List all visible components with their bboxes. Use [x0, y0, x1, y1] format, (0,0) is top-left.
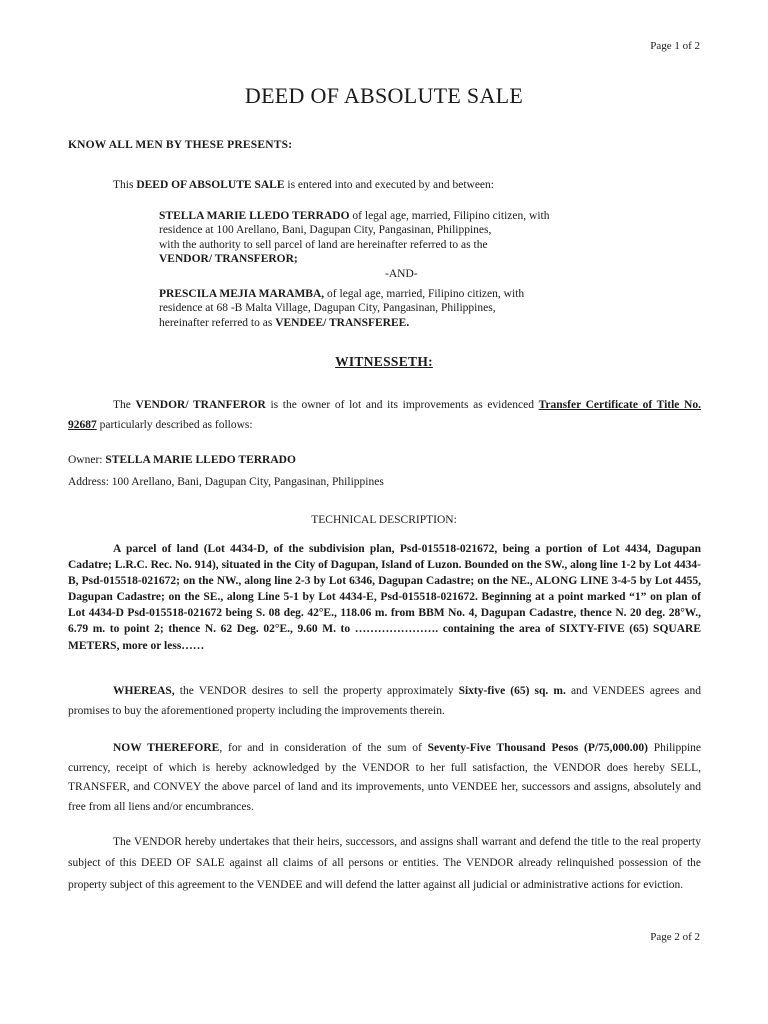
vendor-role: VENDOR/ TRANSFEROR; — [159, 253, 298, 266]
whereas-bold: WHEREAS, — [113, 685, 175, 697]
whereas-paragraph — [68, 682, 701, 721]
vendor-name: STELLA MARIE LLEDO TERRADO — [159, 210, 350, 222]
vendee-block — [159, 287, 599, 330]
intro-prefix: This — [113, 179, 137, 191]
whereas-text-1: the VENDOR desires to sell the property approximately — [174, 685, 459, 697]
page-number-top: Page 1 of 2 — [650, 40, 700, 52]
intro-suffix: is entered into and executed by and between: — [284, 179, 494, 191]
now-therefore-bold: NOW THEREFORE — [113, 742, 220, 754]
title-certificate: Transfer Certificate of Title No. 92687 — [68, 399, 701, 432]
ownership-text-3: particularly described as follows: — [96, 419, 253, 432]
technical-description-heading: TECHNICAL DESCRIPTION: — [311, 514, 457, 526]
document-title: DEED OF ABSOLUTE SALE — [244, 83, 524, 108]
address-line: Address: 100 Arellano, Bani, Dagupan City, Pangasinan, Philippines — [68, 476, 384, 488]
ownership-text-2: is the owner of lot and its improvements as evidenced — [265, 399, 539, 411]
intro-bold: DEED OF ABSOLUTE SALE — [136, 179, 285, 191]
ownership-vendor: VENDOR/ TRANFEROR — [135, 399, 266, 411]
vendor-block — [159, 209, 599, 267]
technical-description-text: A parcel of land (Lot 4434-D, of the subdivision plan, Psd-015518-021672, being a portion of Lot 4434, Dagupan Cadatre; L.R.C. Rec. No. 914), situated in the City of Dagupan, Island of Luzon. Bounded on the SW., along line 1-2 by Lot 4434-B, Psd-015518-021672; on the NW., along line 2-3 by Lot 6346, Dagupan Cadastre; on the NE., ALONG LINE 3-4-5 by Lot 4455, Dagupan Cadastre; on the SE., along Line 5-1 by Lot 4434-E, Psd-015518-021672. Beginning at a point marked “1” on plan of Lot 4434-D Psd-015518-021672 being S. 08 deg. 42°E., 118.06 m. from BBM No. 4, Dagupan Cadastre, thence N. 20 deg. 28°W., 6.79 m. to point 2; thence N. 62 Deg. 02°E., 9.60 M. to …………………. containing the area of SIXTY-FIVE (65) SQUARE METERS, more or less…… — [68, 543, 701, 652]
vendee-line3: hereinafter referred to as — [159, 316, 276, 329]
vendor-line3: with the authority to sell parcel of land are hereinafter referred to as the — [159, 238, 488, 251]
purchase-price: Seventy-Five Thousand Pesos (P/75,000.00) — [427, 742, 648, 754]
ownership-paragraph — [68, 395, 701, 435]
preamble: KNOW ALL MEN BY THESE PRESENTS: — [68, 139, 293, 151]
vendee-role: VENDEE/ TRANSFEREE. — [275, 316, 410, 329]
vendee-line1: of legal age, married, Filipino citizen, with — [324, 288, 525, 300]
owner-line — [68, 453, 296, 467]
page-number-bottom: Page 2 of 2 — [650, 931, 700, 943]
owner-label: Owner: — [68, 454, 106, 466]
vendee-line2: residence at 68 -B Malta Village, Dagupan City, Pangasinan, Philippines, — [159, 302, 496, 315]
ownership-text-1: The — [113, 399, 136, 411]
witnesseth-heading: WITNESSETH: — [335, 354, 433, 369]
now-therefore-text-1: , for and in consideration of the sum of — [219, 742, 428, 754]
warranty-paragraph: The VENDOR hereby undertakes that their heirs, successors, and assigns shall warrant and defend the title to the real property subject of this DEED OF SALE against all claims of all persons or entities. The VENDOR already relinquished possession of the property subject of this agreement to the VENDEE and will defend the latter against all judicial or administrative actions for eviction. — [68, 836, 701, 891]
whereas-area: Sixty-five (65) sq. m. — [458, 685, 566, 697]
vendor-line2: residence at 100 Arellano, Bani, Dagupan City, Pangasinan, Philippines, — [159, 224, 492, 237]
now-therefore-text-2: Philippine currency, receipt of which is hereby acknowledged by the VENDOR to her full satisfaction, the VENDOR does hereby SELL, TRANSFER, and CONVEY the above parcel of land and its improvements, unto VENDEE her, successors and assigns, absolutely and free from all liens and/or encumbrances. — [68, 742, 702, 813]
whereas-text-2: and VENDEES agrees and promises to buy the aforementioned property including the improvements therein. — [68, 685, 701, 717]
and-separator: -AND- — [385, 268, 418, 280]
intro-paragraph — [113, 178, 494, 192]
now-therefore-paragraph — [68, 739, 701, 817]
vendee-name: PRESCILA MEJIA MARAMBA, — [159, 288, 325, 300]
owner-name: STELLA MARIE LLEDO TERRADO — [105, 454, 296, 466]
vendor-line1: of legal age, married, Filipino citizen, with — [349, 210, 550, 222]
